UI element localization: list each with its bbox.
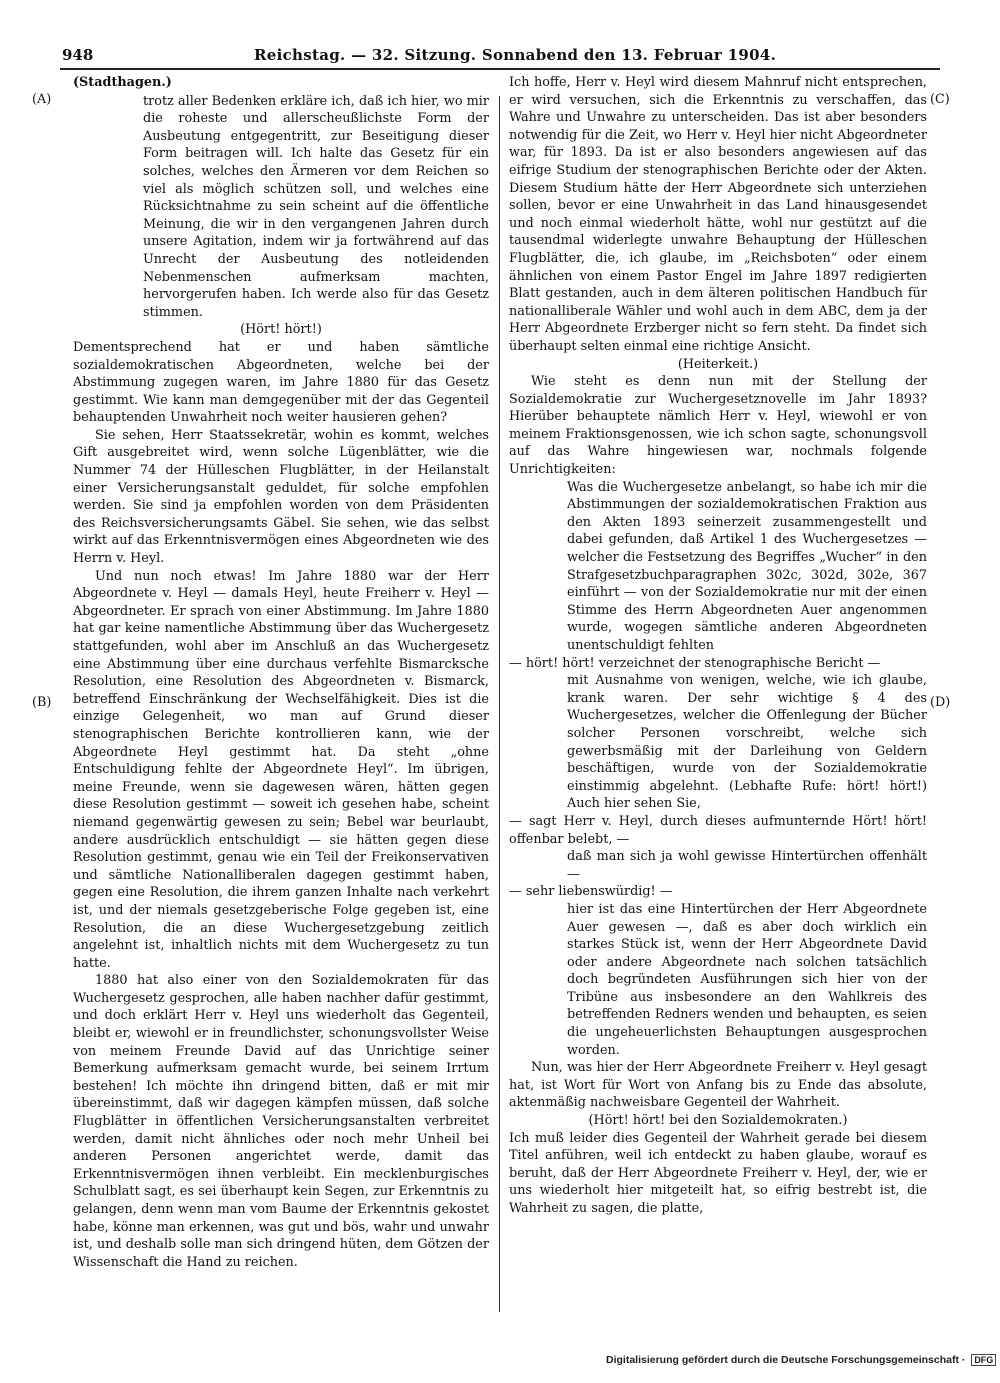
page-number: 948 — [62, 46, 94, 64]
speaker-label: (Stadthagen.) — [73, 75, 172, 90]
quote-block: Was die Wuchergesetze anbelangt, so habe ich mir die Abstimmungen der sozialdemokratischen Fraktion aus den Akten 1893 seinerzeit zusammengestellt und dabei gefunden, daß Artikel 1 des Wuchergesetzes — welcher die Festsetzung des Begriffes „Wucher“ in den Strafgesetzbuchparagraphen 302c, 302d, 302e, 367 einführt — von der Sozialdemokratie nur mit der einen Stimme des Herrn Abgeordneten Auer angenommen wurde, wogegen sämtliche anderen Abgeordneten unentschuldigt fehlten — [567, 479, 927, 653]
interjection: (Hört! hört!) — [240, 322, 322, 338]
paragraph: Ich muß leider dies Gegenteil der Wahrheit gerade bei diesem Titel anführen, weil ich entdeckt zu haben glaube, worauf es beruht, daß der Herr Abgeordnete Freiherr v. Heyl, der, wie er uns wiederholt hier mitgeteilt hat, so eifrig bestrebt ist, die Wahrheit zu sagen, die platte, — [509, 1130, 927, 1216]
paragraph: Nun, was hier der Herr Abgeordnete Freiherr v. Heyl gesagt hat, ist Wort für Wort von Anfang bis zu Ende das absolute, aktenmäßig nachweisbare Gegenteil der Wahrheit. — [509, 1060, 927, 1111]
quote-block: trotz aller Bedenken erkläre ich, daß ich hier, wo mir die roheste und allerscheußlichste Form der Ausbeutung entgegentritt, zur Beseitigung dieser Form beitragen will. Ich halte das Gesetz für ein solches, welches den Ärmeren vor dem Reichen so viel als möglich schützen soll, und welches eine Rücksichtnahme zu sein scheint auf die öffentliche Meinung, die wir in den vergangenen Jahren durch unsere Agitation, indem wir ja fortwährend auf das Unrecht der Ausbeutung des notleidenden Nebenmenschen aufmerksam machten, hervorgerufen haben. Ich werde also für das Gesetz stimmen. — [143, 93, 489, 320]
paragraph: — sagt Herr v. Heyl, durch dieses aufmunternde Hört! hört! offenbar belebt, — — [509, 813, 927, 847]
footer-credit — [606, 1354, 996, 1366]
paragraph: — sehr liebenswürdig! — — [509, 884, 673, 900]
margin-marker-d: (D) — [930, 695, 951, 710]
interjection: (Heiterkeit.) — [677, 356, 759, 372]
quote-block: daß man sich ja wohl gewisse Hintertürchen offenhält — — [567, 849, 927, 882]
paragraph: Ich hoffe, Herr v. Heyl wird diesem Mahnruf nicht entsprechen, er wird versuchen, sich die Erkenntnis zu verschaffen, das Wahre und Unwahre zu unterscheiden. Das ist aber besonders notwendig für die Zeit, wo Herr v. Heyl hier nicht Abgeordneter war, für 1893. Da ist er also besonders angewiesen auf das eifrige Studium der stenographischen Berichte oder der Akten. Diesem Studium hätte der Herr Abgeordnete sich unterziehen sollen, bevor er eine Unwahrheit in das Land hinausgesendet und noch einmal wiederholt hätte, wohl nur gestützt auf die tausendmal widerlegte unwahre Behauptung der Hülleschen Flugblätter, die, ich glaube, im „Reichsboten“ oder einem ähnlichen von einem Pastor Engel im Jahre 1897 redigierten Blatt gestanden, auch in dem älteren politischen Handbuch für nationalliberale Wähler und wohl auch in dem ABC, dem ja der Herr Abgeordnete Erzberger nicht so fern steht. Da findet sich überhaupt selten einmal eine richtige Ansicht. — [509, 75, 927, 354]
quote-block: hier ist das eine Hintertürchen der Herr Abgeordnete Auer gewesen —, daß es aber doch wirklich ein starkes Stück ist, wenn der Herr Abgeordnete David oder andere Abgeordnete nach solchen tatsächlich doch begründeten Ausführungen sich hier von der Tribüne aus insbesondere an den Wahlkreis des betreffenden Redners wenden und behaupten, es seien die ungeheuerlichsten Behauptungen ausgesprochen worden. — [567, 901, 927, 1058]
running-title: Reichstag. — 32. Sitzung. Sonnabend den 13. Februar 1904. — [254, 46, 777, 64]
margin-marker-a: (A) — [32, 92, 52, 107]
margin-marker-b: (B) — [32, 695, 52, 710]
paragraph: Dementsprechend hat er und haben sämtliche sozialdemokratischen Abgeordneten, welche bei der Abstimmung zugegen waren, im Jahre 1880 für das Gesetz gestimmt. Wie kann man demgegenüber mit der das Gegenteil behauptenden Unwahrheit noch weiter hausieren gehen? — [73, 339, 489, 426]
paragraph: — hört! hört! verzeichnet der stenographische Bericht — — [509, 655, 881, 671]
header-rule — [60, 68, 940, 70]
interjection: (Hört! hört! bei den Sozialdemokraten.) — [588, 1113, 848, 1129]
footer-text: Digitalisierung gefördert durch die Deutsche Forschungsgemeinschaft · — [606, 1354, 966, 1366]
column-divider — [499, 96, 500, 1312]
paragraph: Sie sehen, Herr Staatssekretär, wohin es kommt, welches Gift ausgebreitet wird, wenn solche Lügenblätter, wie die Nummer 74 der Hülleschen Flugblätter, in der Heilanstalt einer Versicherungsanstalt geduldet, für solche empfohlen werden. Sie sind ja empfohlen worden von dem Präsidenten des Reichsversicherungsamts Gäbel. Sie sehen, wie das selbst wirkt auf das Erkenntnisvermögen eines Abgeordneten wie des Herrn v. Heyl. — [73, 427, 489, 567]
quote-block: mit Ausnahme von wenigen, welche, wie ich glaube, krank waren. Der sehr wichtige § 4 des Wuchergesetzes, welcher die Offenlegung der Bücher solcher Personen vorschreibt, welche sich gewerbsmäßig mit der Darleihung von Geldern beschäftigen, wurde von der Sozialdemokratie einstimmig abgelehnt. (Lebhafte Rufe: hört! hört!) Auch hier sehen Sie, — [567, 673, 927, 812]
paragraph: Wie steht es denn nun mit der Stellung der Sozialdemokratie zur Wuchergesetznovelle im Jahr 1893? Hierüber behauptete nämlich Herr v. Heyl, wiewohl er von meinem Fraktionsgenossen, wie ich schon sagte, schonungsvoll auf das Wahre hingewiesen war, nochmals folgende Unrichtigkeiten: — [509, 374, 927, 478]
paragraph: 1880 hat also einer von den Sozialdemokraten für das Wuchergesetz gesprochen, alle haben nachher dafür gestimmt, und doch erklärt Herr v. Heyl uns wiederholt das Gegenteil, bleibt er, wiewohl er in freundlichster, schonungsvollster Weise von meinem Freunde David auf das Unrichtige seiner Bemerkung aufmerksam gemacht wurde, bei seinem Irrtum bestehen! Ich möchte ihn dringend bitten, daß er mit mir übereinstimmt, daß wir dagegen kämpfen müssen, daß solche Flugblätter in öffentlichen Versicherungsanstalten verbreitet werden, damit nicht ähnliches oder noch mehr Unheil bei anderen Personen angerichtet werde, damit das Erkenntnisvermögen ihnen verbleibt. Ein mecklenburgisches Schulblatt sagt, es sei überhaupt kein Segen, zur Erkenntnis zu gelangen, denn wenn man vom Baume der Erkenntnis gekostet habe, könne man erkennen, was gut und bös, wahr und unwahr ist, und deshalb solle man sich dringend hüten, dem Götzen der Wissenschaft die Hand zu reichen. — [73, 973, 489, 1270]
page-header — [62, 44, 938, 68]
right-column — [509, 74, 927, 1218]
dfg-logo: DFG — [971, 1354, 996, 1366]
margin-marker-c: (C) — [930, 92, 950, 107]
paragraph: Und nun noch etwas! Im Jahre 1880 war der Herr Abgeordnete v. Heyl — damals Heyl, heute Freiherr v. Heyl — Abgeordneter. Er sprach von einer Abstimmung. Im Jahre 1880 hat gar keine namentliche Abstimmung über das Wuchergesetz stattgefunden, wohl aber im Anschluß an das Wuchergesetz eine Abstimmung über eine durchaus verfehlte Bismarcksche Resolution, eine Resolution des Abgeordneten v. Bismarck, betreffend Einschränkung der Wechselfähigkeit. Dies ist die einzige Gelegenheit, wo man auf Grund dieser stenographischen Berichte kontrollieren kann, wie der Abgeordnete Heyl gestimmt hat. Da steht „ohne Entschuldigung fehlte der Abgeordnete Heyl“. Im übrigen, meine Freunde, wenn sie dagewesen wären, hätten gegen diese Resolution gestimmt — soweit ich gesehen habe, scheint niemand gegenwärtig gewesen zu sein; Bebel war beurlaubt, andere ausdrücklich entschuldigt — sie hätten gegen diese Resolution gestimmt, genau wie ein Teil der Freikonservativen und sämtliche Nationalliberalen dagegen gestimmt haben, gegen eine Resolution, die ihrem ganzen Inhalte nach verkehrt ist, und der niemals gesetzgeberische Folge gegeben ist, eine Resolution, die an diese Wuchergesetzgebung zeitlich angelehnt ist, inhaltlich nichts mit dem Wuchergesetz zu tun hatte. — [73, 568, 489, 971]
left-column — [73, 74, 489, 1271]
